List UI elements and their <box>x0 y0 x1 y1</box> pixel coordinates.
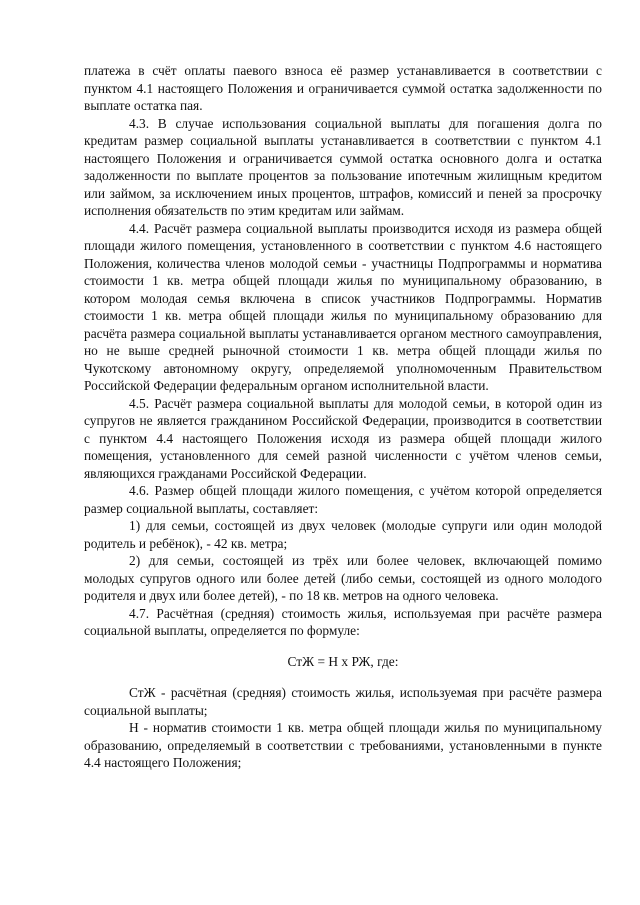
paragraph-4-3: 4.3. В случае использования социальной выплаты для погашения долга по кредитам размер социальной выплаты устанавливается в соответствии с пунктом 4.1 настоящего Положения и ограничивается суммой остатка основного долга и остатка задолженности по выплате процентов за пользование ипотечным жилищным кредитом или займом, за исключением иных процентов, штрафов, комиссий и пеней за просрочку исполнения обязательств по этим кредитам или займам. <box>84 115 602 218</box>
formula: СтЖ = Н х РЖ, где: <box>287 653 399 669</box>
definition-stzh: СтЖ - расчётная (средняя) стоимость жилья, используемая при расчёте размера социальной выплаты; <box>84 685 602 718</box>
paragraph-4-6: 4.6. Размер общей площади жилого помещения, с учётом которой определяется размер социальной выплаты, составляет: <box>84 483 602 516</box>
definition-n: Н - норматив стоимости 1 кв. метра общей площади жилья по муниципальному образованию, определяемый в соответствии с требованиями, установленными в пункте 4.4 настоящего Положения; <box>84 720 602 770</box>
paragraph-continuation: платежа в счёт оплаты паевого взноса её размер устанавливается в соответствии с пунктом 4.1 настоящего Положения и ограничивается суммой остатка задолженности по выплате остатка пая. <box>84 63 602 113</box>
paragraph-4-6-item-2: 2) для семьи, состоящей из трёх или более человек, включающей помимо молодых супругов одного или более детей (либо семьи, состоящей из одного молодого родителя и двух или более детей), - по 18 кв. метров на одного человека. <box>84 553 602 603</box>
paragraph-4-7: 4.7. Расчётная (средняя) стоимость жилья, используемая при расчёте размера социальной выплаты, определяется по формуле: <box>84 605 602 638</box>
paragraph-4-5: 4.5. Расчёт размера социальной выплаты для молодой семьи, в которой один из супругов не является гражданином Российской Федерации, производится в соответствии с пунктом 4.4 настоящего Положения исходя из размера общей площади жилого помещения, установленного для семей разной численности с учётом членов семьи, являющихся гражданами Российской Федерации. <box>84 395 602 481</box>
paragraph-4-6-item-1: 1) для семьи, состоящей из двух человек (молодые супруги или один молодой родитель и ребёнок), - 42 кв. метра; <box>84 518 602 551</box>
document-page <box>84 62 602 772</box>
paragraph-4-4: 4.4. Расчёт размера социальной выплаты производится исходя из размера общей площади жилого помещения, установленного в соответствии с пунктом 4.6 настоящего Положения, количества членов молодой семьи - участницы Подпрограммы и норматива стоимости 1 кв. метра общей площади жилья по муниципальному образованию, в котором молодая семья включена в список участников Подпрограммы. Норматив стоимости 1 кв. метра общей площади жилья по муниципальному образованию для расчёта размера социальной выплаты устанавливается органом местного самоуправления, но не выше средней рыночной стоимости 1 кв. метра общей площади жилья по Чукотскому автономному округу, определяемой уполномоченным Правительством Российской Федерации федеральным органом исполнительной власти. <box>84 220 602 393</box>
